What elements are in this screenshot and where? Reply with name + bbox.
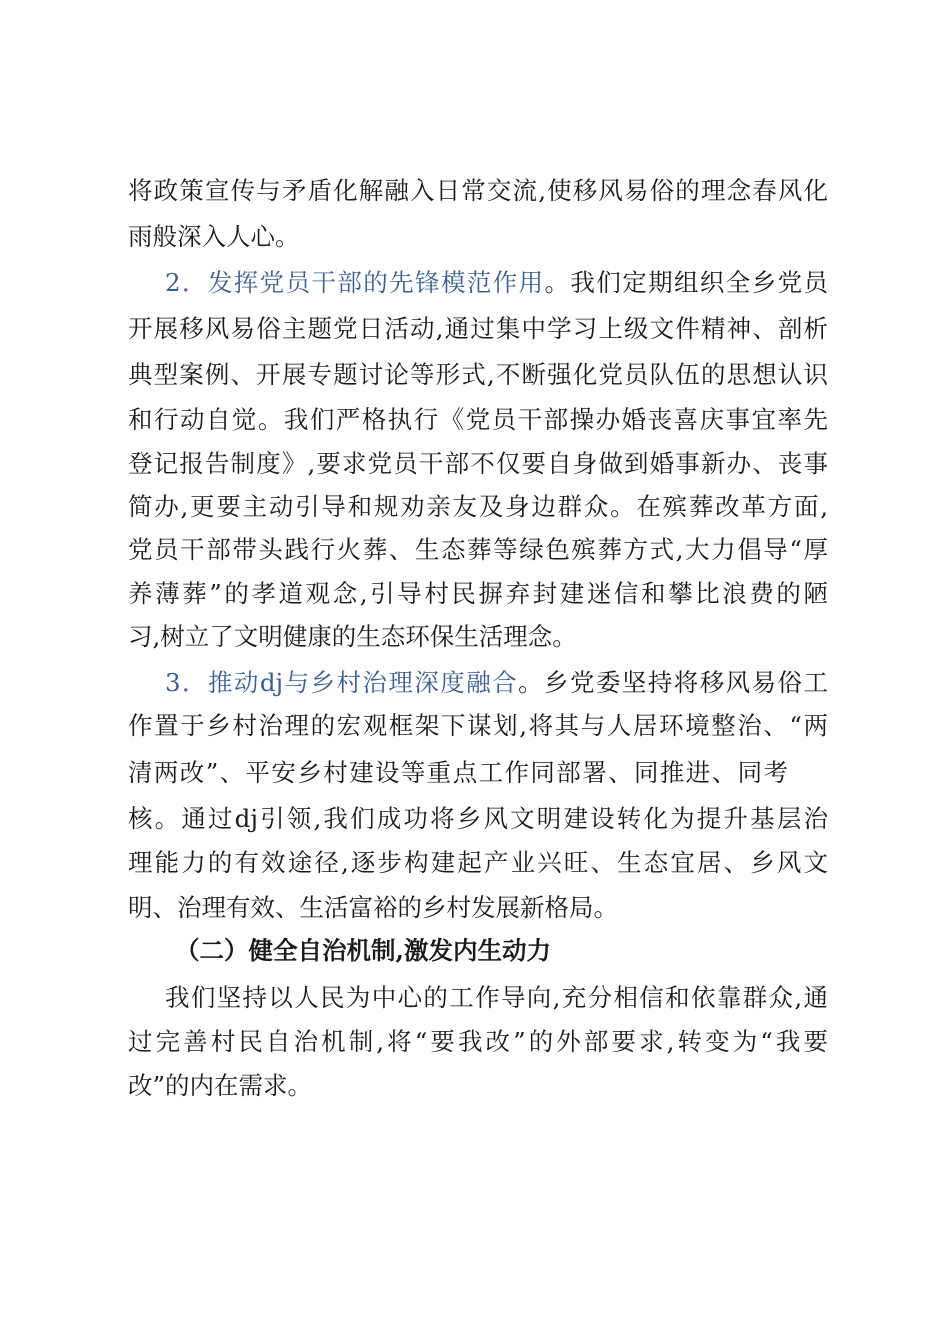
body-text-line: 雨般深入人心。 xyxy=(128,222,300,251)
body-text-line: 过完善村民自治机制,将“要我改”的外部要求,转变为“我要 xyxy=(128,1027,828,1056)
body-text-line: 习,树立了文明健康的生态环保生活理念。 xyxy=(128,622,577,651)
subheading-2: 2．发挥党员干部的先锋模范作用 xyxy=(165,268,545,297)
subheading-3: 3．推动dj与乡村治理深度融合 xyxy=(165,668,519,697)
body-text-line: 简办,更要主动引导和规劝亲友及身边群众。在殡葬改革方面, xyxy=(128,492,828,521)
body-text-line: 和行动自觉。我们严格执行《党员干部操办婚丧喜庆事宜率先 xyxy=(128,405,828,434)
body-text-line: 清两改”、平安乡村建设等重点工作同部署、同推进、同考 xyxy=(128,758,788,787)
body-text: 。乡党委坚持将移风易俗工 xyxy=(518,668,829,697)
numbered-paragraph-2-first-line xyxy=(165,268,828,298)
body-text: 。我们定期组织全乡党员 xyxy=(544,268,828,297)
numbered-paragraph-3-first-line xyxy=(165,668,828,698)
body-text-line: 党员干部带头践行火葬、生态葬等绿色殡葬方式,大力倡导“厚 xyxy=(128,535,828,564)
body-text-line: 典型案例、开展专题讨论等形式,不断强化党员队伍的思想认识 xyxy=(128,360,828,389)
body-text-line: 我们坚持以人民为中心的工作导向,充分相信和依靠群众,通 xyxy=(165,983,828,1012)
body-text-line: 作置于乡村治理的宏观框架下谋划,将其与人居环境整治、“两 xyxy=(128,711,828,740)
body-text-line: 开展移风易俗主题党日活动,通过集中学习上级文件精神、剖析 xyxy=(128,314,828,343)
body-text-line: 明、治理有效、生活富裕的乡村发展新格局。 xyxy=(128,893,618,922)
body-text-line: 理能力的有效途径,逐步构建起产业兴旺、生态宜居、乡风文 xyxy=(128,848,828,877)
body-text-line: 改”的内在需求。 xyxy=(128,1071,313,1100)
body-text-line: 登记报告制度》,要求党员干部不仅要自身做到婚事新办、丧事 xyxy=(128,449,828,478)
body-text-line: 将政策宣传与矛盾化解融入日常交流,使移风易俗的理念春风化 xyxy=(128,176,828,205)
body-text-line: 养薄葬”的孝道观念,引导村民摒弃封建迷信和攀比浪费的陋 xyxy=(128,579,828,608)
section-heading: （二）健全自治机制,激发内生动力 xyxy=(175,936,552,965)
body-text-line: 核。通过dj引领,我们成功将乡风文明建设转化为提升基层治 xyxy=(128,804,828,833)
